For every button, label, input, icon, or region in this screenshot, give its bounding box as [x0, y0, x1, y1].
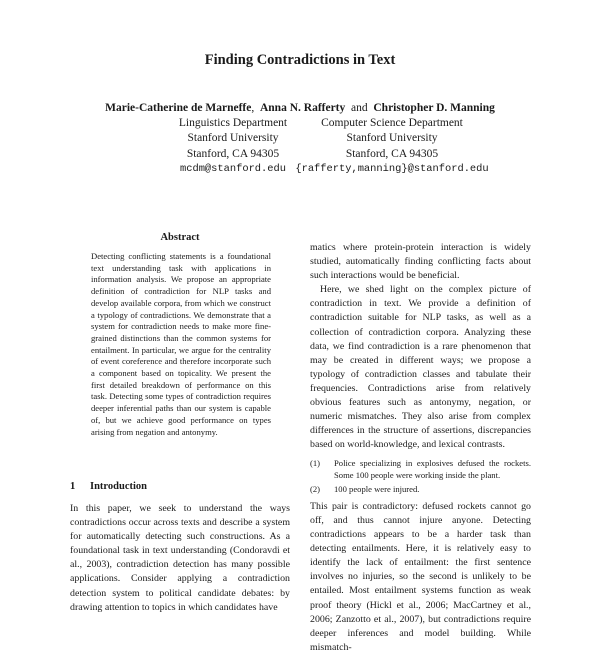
university-location: Stanford, CA 94305 — [345, 147, 439, 160]
university-name: Stanford University — [346, 132, 438, 145]
author-de-marneffe: Marie-Catherine de Marneffe — [105, 102, 252, 114]
abstract-text: Detecting conflicting statements is a foundational text understanding task with applications in information analysis. We propose an appropriate definition of contradiction for NLP tasks and develop available corpora, from which we construct a typology of contradictions. We demonstrate that a system for contradiction needs to make more fine-grained distinctions than the common systems for entailment. In particular, we argue for the centrality of event coreference and therefore incorporate such a component based on topicality. We present the first detailed breakdown of performance on this task. Detecting some types of contradiction requires deeper inferential paths than our system is capable of, but we achieve good performance on types arising from negation and antonymy. — [91, 251, 271, 437]
example-item — [310, 484, 531, 496]
affiliation-computer-science — [286, 116, 498, 177]
example-text: 100 people were injured. — [334, 484, 420, 495]
author-manning: Christopher D. Manning — [373, 102, 495, 114]
author-separator-and: and — [351, 102, 368, 114]
right-column — [310, 241, 531, 655]
example-number: (1) — [310, 458, 321, 469]
example-item — [310, 458, 531, 481]
university-name: Stanford University — [187, 132, 279, 145]
paper-title: Finding Contradictions in Text — [204, 52, 396, 68]
body-paragraph: Here, we shed light on the complex picture of contradiction in text. We provide a definition of contradiction suitable for NLP tasks, as well as a collection of contradiction corpora. Analyzing these data, we find contradiction is a rare phenomenon that may be created in different ways; we propose a typology of contradiction classes and tabulate their frequencies. Contradictions arise from relatively obvious features such as antonymy, negation, or numeric mismatches. They also arise from complex differences in the structure of assertions, discrepancies based on world-knowledge, and lexical contrasts. — [310, 284, 531, 451]
author-email: {rafferty,manning}@stanford.edu — [295, 162, 489, 175]
abstract-heading: Abstract — [160, 232, 200, 243]
example-list — [310, 458, 531, 496]
university-location: Stanford, CA 94305 — [186, 147, 280, 160]
introduction-paragraph: In this paper, we seek to understand the ways contradictions occur across texts and describe a system for automatically detecting such constructions. As a foundational task in text understanding (Condoravdi et al., 2003), contradiction detection has many possible applications. Consider applying a contradiction detection system to political candidate debates: by drawing attention to topics in which candidates have — [70, 503, 290, 613]
author-email: mcdm@stanford.edu — [179, 162, 286, 175]
example-number: (2) — [310, 484, 321, 495]
section-number: 1 — [70, 481, 76, 492]
author-rafferty: Anna N. Rafferty — [259, 102, 346, 114]
department-name: Computer Science Department — [321, 117, 463, 129]
author-separator-comma: , — [251, 102, 255, 114]
section-title: Introduction — [90, 481, 147, 492]
example-text: Police specializing in explosives defused the rockets. Some 100 people were working inside the plant. — [334, 458, 531, 480]
body-paragraph: This pair is contradictory: defused rockets cannot go off, and thus cannot injure anyone. Detecting contradictions appears to be a harder task than detecting entailments. Here, it is relatively easy to identify the lack of entailment: the first sentence involves no injuries, so the second is unlikely to be entailed. Most entailment systems function as weak proof theory (Hickl et al., 2006; MacCartney et al., 2006; Zanzotto et al., 2007), but contradictions require deeper inferences and model building. While mismatch- — [310, 500, 531, 653]
department-name: Linguistics Department — [178, 117, 288, 129]
section-heading-introduction — [70, 481, 147, 492]
body-paragraph-continued: matics where protein-protein interaction is widely studied, automatically finding conflicting facts about such interactions would be beneficial. — [310, 242, 531, 282]
author-line — [0, 102, 600, 114]
